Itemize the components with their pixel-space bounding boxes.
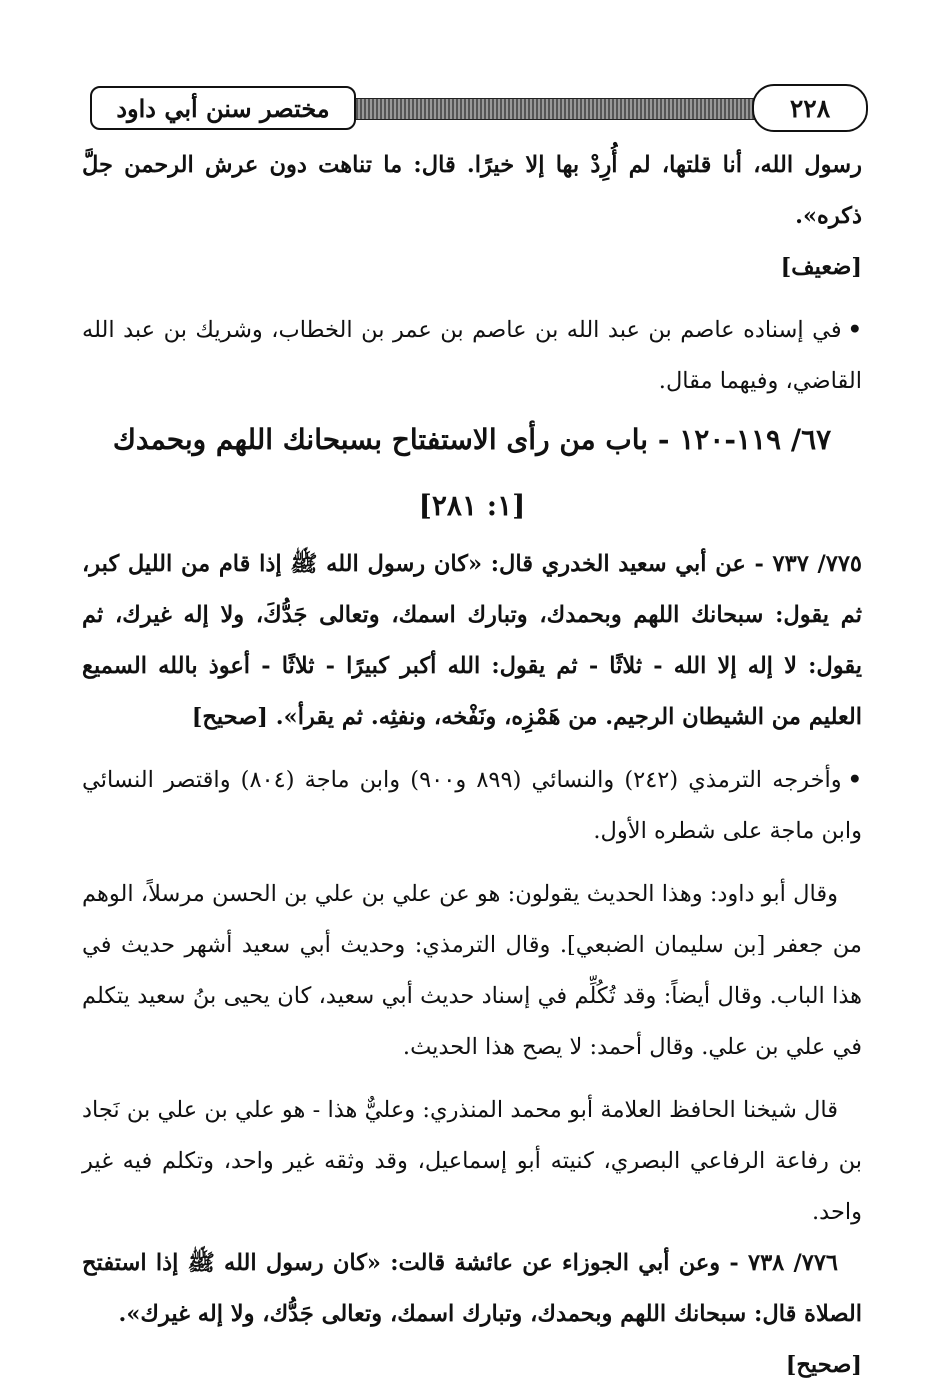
spacer [82,293,862,305]
grade-authentic: [صحيح] [191,704,268,730]
hadith-775 [82,539,862,743]
grade-authentic-776: [صحيح] [785,1352,862,1378]
hadith-775-text: ٧٧٥/ ٧٣٧ - عن أبي سعيد الخدري قال: «كان رسول الله ﷺ إذا قام من الليل كبر، ثم يقول: سبحانك اللهم وبحمدك، وتبارك اسمك، وتعالى جَدُّكَ، ولا إله غيرك، ثم يقول: لا إله إلا الله - ثلاثًا - ثم يقول: الله أكبر كبيرًا - ثلاثًا - أعوذ بالله السميع العليم من الشيطان الرجيم. من هَمْزِه، ونَفْخه، ونفثِه. ثم يقرأ». [82,551,862,730]
header-decorative-band [328,98,790,120]
page-header [88,84,870,134]
hadith-continuation: رسول الله، أنا قلتها، لم أُرِدْ بها إلا خيرًا. قال: ما تناهت دون عرش الرحمن جلَّ ذكره». [82,152,862,229]
chapter-reference: [١: ٢٨١] [418,489,526,522]
spacer [82,857,862,869]
grade-weak: [ضعيف] [780,254,862,280]
commentary-takhrij [82,755,862,857]
chapter-heading: ٦٧/ ١١٩-١٢٠ - باب من رأى الاستفتاح بسبحانك اللهم وبحمدك [112,423,832,456]
page-body [82,140,862,1391]
commentary-takhrij-text: وأخرجه الترمذي (٢٤٢) والنسائي (٨٩٩ و٩٠٠) وابن ماجة (٨٠٤) واقتصر النسائي وابن ماجة على شطره الأول. [82,767,862,844]
commentary-abu-dawud: وقال أبو داود: وهذا الحديث يقولون: هو عن علي بن علي بن الحسن مرسلاً، الوهم من جعفر [بن سليمان الضبعي]. وقال الترمذي: وحديث أبي سعيد أشهر حديث في هذا الباب. وقال أيضاً: وقد تُكُلِّم في إسناد حديث أبي سعيد، كان يحيى بنُ سعيد يتكلم في علي بن علي. وقال أحمد: لا يصح هذا الحديث. [82,881,862,1060]
book-title: مختصر سنن أبي داود [90,86,356,130]
hadith-776: ٧٧٦/ ٧٣٨ - وعن أبي الجوزاء عن عائشة قالت: «كان رسول الله ﷺ إذا استفتح الصلاة قال: سبحانك اللهم وبحمدك، وتبارك اسمك، وتعالى جَدُّك، ولا إله غيرك». [82,1250,862,1327]
spacer [82,1073,862,1085]
bullet-icon: • [847,767,862,793]
commentary-isnad [82,305,862,407]
bullet-icon: • [847,317,862,343]
page-number: ٢٢٨ [752,84,868,132]
commentary-isnad-text: في إسناده عاصم بن عبد الله بن عاصم بن عمر بن الخطاب، وشريك بن عبد الله القاضي، وفيهما مقال. [82,317,862,394]
spacer [82,743,862,755]
commentary-mundhiri: قال شيخنا الحافظ العلامة أبو محمد المنذري: وعليٌّ هذا - هو علي بن علي بن نَجاد بن رفاعة الرفاعي البصري، كنيته أبو إسماعيل، وقد وثقه غير واحد، وتكلم فيه غير واحد. [82,1097,862,1225]
